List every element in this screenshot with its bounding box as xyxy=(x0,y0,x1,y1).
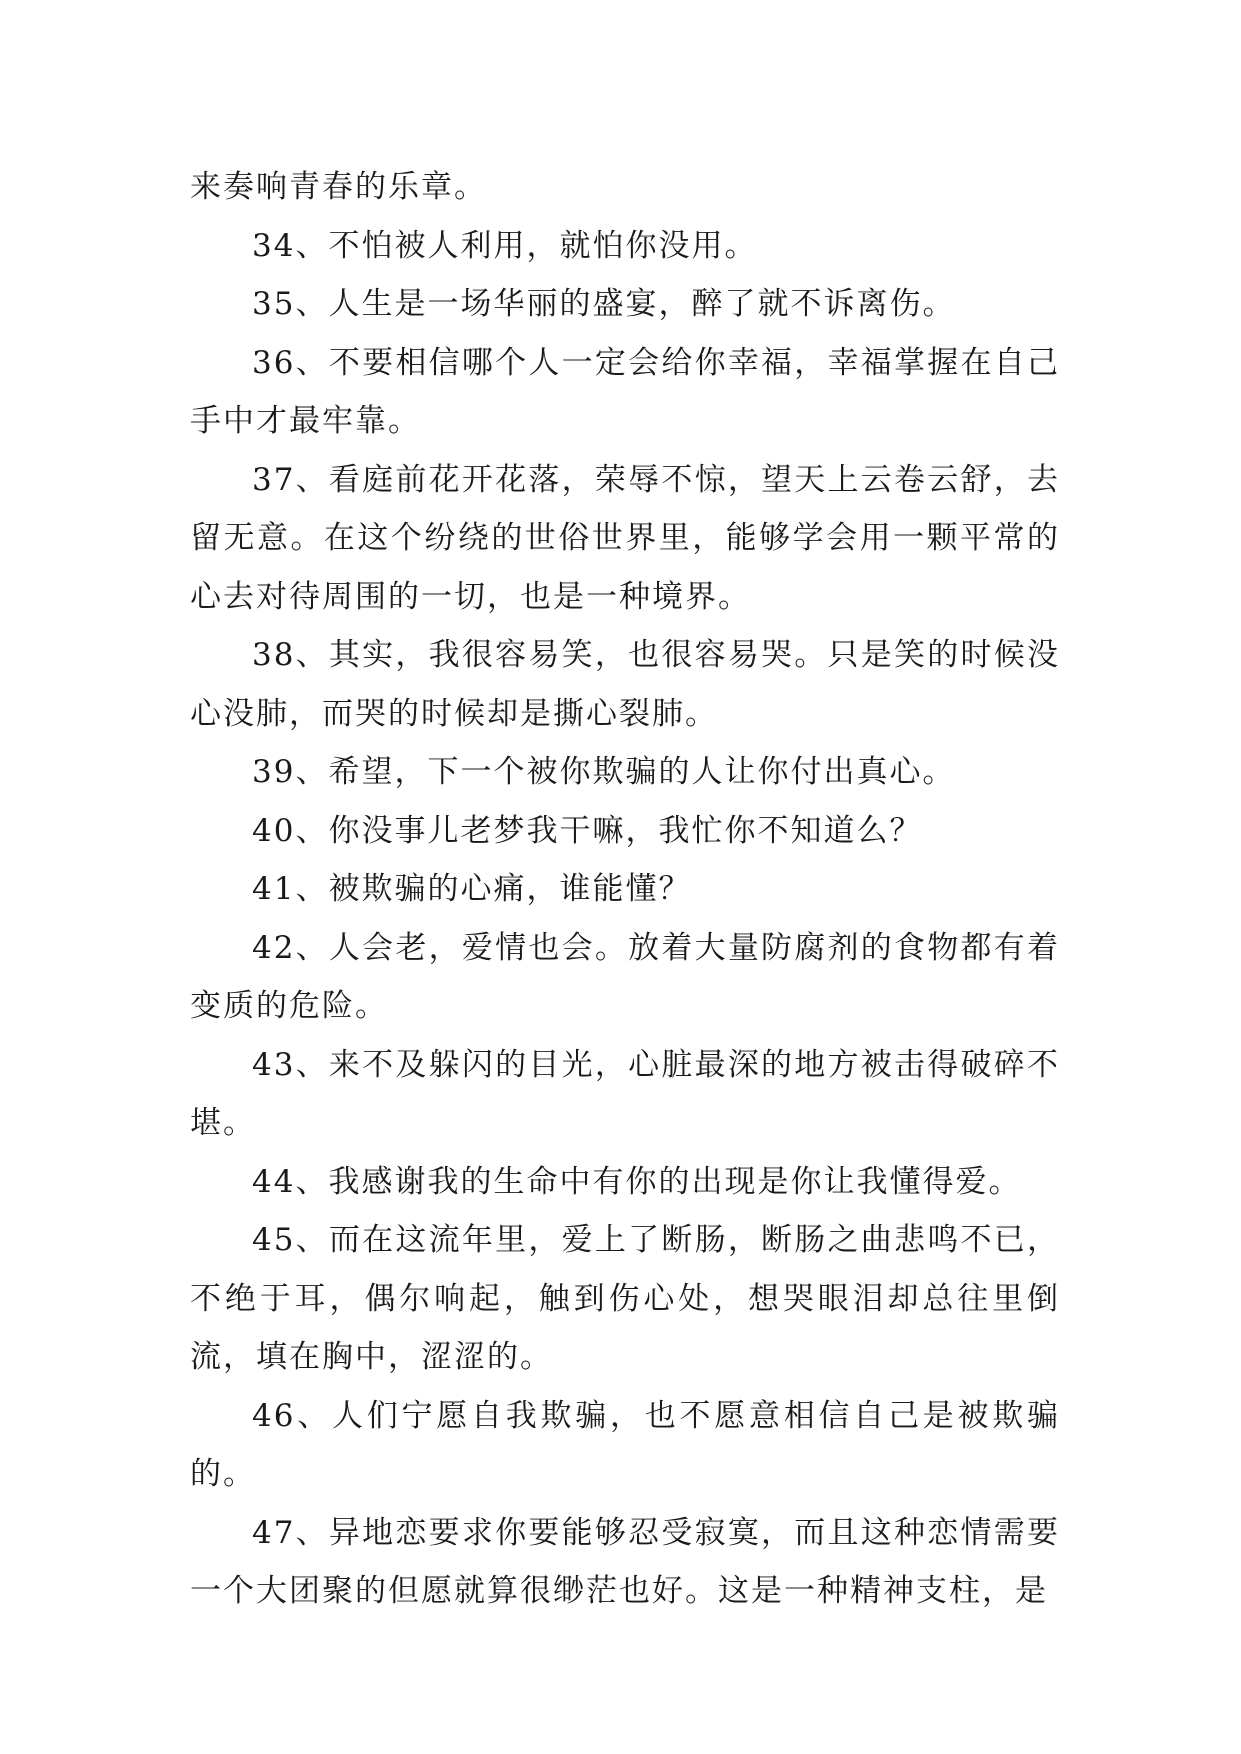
paragraph-45: 45、而在这流年里，爱上了断肠，断肠之曲悲鸣不已，不绝于耳，偶尔响起，触到伤心处，想哭眼泪却总往里倒流，填在胸中，涩涩的。 xyxy=(190,1222,1060,1375)
paragraph-39: 39、希望，下一个被你欺骗的人让你付出真心。 xyxy=(252,754,956,790)
paragraph-40: 40、你没事儿老梦我干嘛，我忙你不知道么？ xyxy=(252,812,923,849)
paragraph-44: 44、我感谢我的生命中有你的出现是你让我懂得爱。 xyxy=(252,1163,1022,1200)
paragraph-35: 35、人生是一场华丽的盛宴，醉了就不诉离伤。 xyxy=(252,286,956,322)
paragraph-42: 42、人会老，爱情也会。放着大量防腐剂的食物都有着变质的危险。 xyxy=(190,929,1060,1024)
paragraph-41: 41、被欺骗的心痛，谁能懂？ xyxy=(252,871,692,907)
paragraph-37: 37、看庭前花开花落，荣辱不惊，望天上云卷云舒，去留无意。在这个纷绕的世俗世界里，能够学会用一颗平常的心去对待周围的一切，也是一种境界。 xyxy=(190,461,1060,615)
paragraph-34: 34、不怕被人利用，就怕你没用。 xyxy=(252,227,758,264)
paragraph-47: 47、异地恋要求你要能够忍受寂寞，而且这种恋情需要一个大团聚的但愿就算很缈茫也好。这是一种精神支柱，是 xyxy=(190,1514,1060,1609)
document-body xyxy=(190,158,1060,1621)
paragraph-33-continuation: 来奏响青春的乐章。 xyxy=(190,169,487,205)
paragraph-38: 38、其实，我很容易笑，也很容易哭。只是笑的时候没心没肺，而哭的时候却是撕心裂肺。 xyxy=(190,637,1060,732)
paragraph-46: 46、人们宁愿自我欺骗，也不愿意相信自己是被欺骗的。 xyxy=(190,1397,1060,1492)
paragraph-43: 43、来不及躲闪的目光，心脏最深的地方被击得破碎不堪。 xyxy=(190,1046,1060,1141)
paragraph-36: 36、不要相信哪个人一定会给你幸福，幸福掌握在自己手中才最牢靠。 xyxy=(190,344,1060,439)
